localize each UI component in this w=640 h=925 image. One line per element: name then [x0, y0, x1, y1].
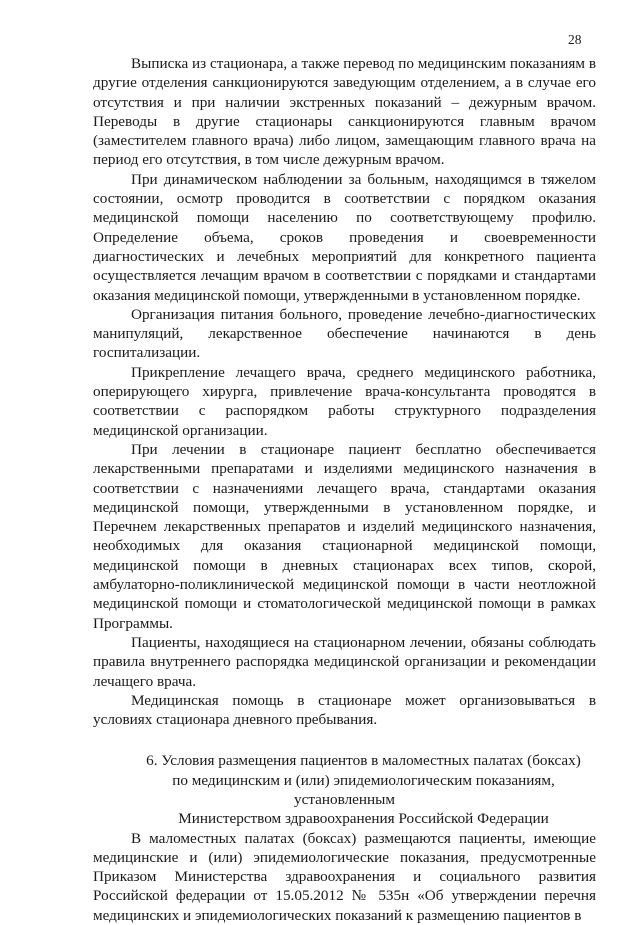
- paragraph-discharge-transfer: Выписка из стационара, а также перевод по медицинским показаниям в другие отделения санкционируются заведующим отделением, а в случае его отсутствия и при наличии экстренных показаний – дежурным врачом. Переводы в другие стационары санкционируются главным врачом (заместителем главного врача) либо лицом, замещающим главного врача на период его отсутствия, в том числе дежурным врачом.: [93, 55, 596, 169]
- section-heading-line-1: 6. Условия размещения пациентов в маломестных палатах (боксах): [146, 752, 581, 770]
- section-heading: [93, 751, 596, 828]
- paragraph-medication-provision: При лечении в стационаре пациент бесплатно обеспечивается лекарственными препаратами и изделиями медицинского назначения в соответствии с назначениями лечащего врача, стандартами оказания медицинской помощи, утвержденными в установленном порядке, и Перечнем лекарственных препаратов и изделий медицинского назначения, необходимых для оказания стационарной медицинской помощи, медицинской помощи в дневных стационарах всех типов, скорой, амбулаторно-поликлинической медицинской помощи в части неотложной медицинской помощи и стоматологической медицинской помощи в рамках Программы.: [93, 440, 596, 632]
- paragraph-nutrition: Организация питания больного, проведение лечебно-диагностических манипуляций, лекарственное обеспечение начинаются в день госпитализации.: [93, 305, 596, 362]
- paragraph-small-wards: В маломестных палатах (боксах) размещаются пациенты, имеющие медицинские и (или) эпидемиологические показания, предусмотренные Приказом Министерства здравоохранения и социального развития Российской федерации от 15.05.2012 № 535н «Об утверждении перечня медицинских и эпидемиологических показаний к размещению пациентов в: [93, 829, 596, 924]
- paragraph-dynamic-observation: При динамическом наблюдении за больным, находящимся в тяжелом состоянии, осмотр проводится в соответствии с порядком оказания медицинской помощи населению по соответствующему профилю. Определение объема, сроков проведения и своевременности диагностических и лечебных мероприятий для конкретного пациента осуществляется лечащим врачом в соответствии с порядками и стандартами оказания медицинской помощи, утвержденными в установленном порядке.: [93, 170, 596, 304]
- section-heading-line-2: по медицинским и (или) эпидемиологическим показаниям, установленным: [172, 771, 555, 808]
- document-body: [93, 54, 596, 925]
- section-heading-line-3: Министерством здравоохранения Российской Федерации: [178, 810, 549, 828]
- paragraph-day-hospital: Медицинская помощь в стационаре может организовываться в условиях стационара дневного пребывания.: [93, 691, 596, 729]
- paragraph-doctor-assignment: Прикрепление лечащего врача, среднего медицинского работника, оперирующего хирурга, привлечение врача-консультанта проводятся в соответствии с распорядком работы структурного подразделения медицинской организации.: [93, 363, 596, 439]
- paragraph-patient-obligations: Пациенты, находящиеся на стационарном лечении, обязаны соблюдать правила внутреннего распорядка медицинской организации и рекомендации лечащего врача.: [93, 633, 596, 690]
- page-number: 28: [568, 32, 582, 47]
